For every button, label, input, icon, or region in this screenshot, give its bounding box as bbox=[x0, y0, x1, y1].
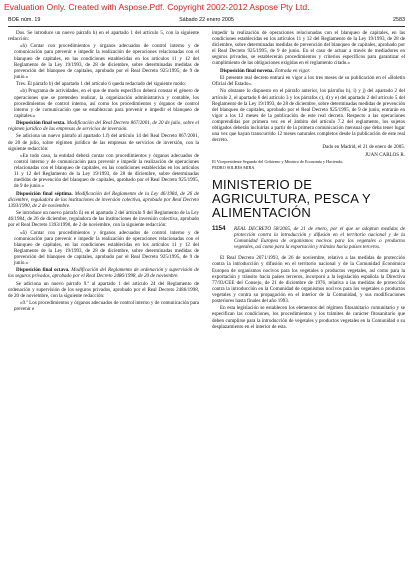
right-column bbox=[212, 30, 405, 580]
quoted-paragraph: «ñ) Contar con procedimientos y órganos adecuados de control interno y de comunicación para prevenir e impedir la realización de operaciones relacionadas con el blanqueo de capitales, en las condiciones establecidas en los artículos 11 y 12 del Reglamento de la Ley 19/1993, de 28 de diciembre, sobre determinadas medidas de prevención del blanqueo de capitales, aprobado por el Real Decreto 925/1995, de 9 de junio.» bbox=[14, 229, 199, 267]
body-paragraph: No obstante lo dispuesto en el párrafo anterior, los párrafos h), i) y j) del apartado 2 del artículo 2, el apartado 6 del artículo 3 y los párrafos c), d) y e) del apartado 2 del artículo 5 del Reglamento de la Ley 19/1993, de 28 de diciembre, sobre determinadas medidas de prevención del blanqueo de capitales, aprobado por el Real Decreto 925/1995, de 9 de junio, entrarán en vigor a los 12 meses de la publicación de este real decreto. Respecto a las operaciones comprendidas por primera vez en el ámbito del artículo 7.2 del reglamento, los sujetos obligados deberán incluirlas a partir de la primera comunicación mensual que deba tener lugar una vez que hayan transcurrido 12 meses naturales completos desde la publicación de este real decreto. bbox=[212, 88, 405, 144]
page-number: 2583 bbox=[393, 17, 405, 23]
quoted-paragraph: «9.º Los procedimientos y órganos adecuados de control interno y de comunicación para prevenir e bbox=[14, 300, 199, 313]
body-paragraph: Se introduce un nuevo párrafo ñ) en el apartado 2 del artículo 9 del Reglamento de la Ley 46/1984, de 26 de diciembre, reguladora de las instituciones de inversión colectiva, aprobado por el Real Decreto 1393/1990, de 2 de noviembre, con la siguiente redacción: bbox=[8, 210, 199, 229]
signature-place-date: Dado en Madrid, el 21 de enero de 2005. bbox=[322, 144, 405, 151]
quoted-paragraph: «b) Programa de actividades, en el que de modo específico deberá constar el género de operaciones que se pretenden realizar, la organización administrativa y contable, los procedimientos de control interno, así como los procedimientos y órganos de control interno y de comunicación que se establezcan para prevenir e impedir el blanqueo de capitales.» bbox=[14, 88, 199, 119]
body-paragraph: Se adiciona un nuevo párrafo al apartado 1.f) del artículo 14 del Real Decreto 867/2001, de 20 de julio, sobre régimen jurídico de las empresas de servicios de inversión, con la siguiente redacción: bbox=[8, 133, 199, 152]
decree-entry-title: REAL DECRETO 58/2005, de 21 de enero, por el que se adoptan medidas de protección contra la introducción y difusión en el territorio nacional y de la Comunidad Europea de organismos nocivos para los vegetales o productos vegetales, así como para la exportación y tránsito hacia países terceros. bbox=[234, 226, 405, 251]
disposition-heading bbox=[8, 191, 199, 209]
evaluation-watermark: Evaluation Only. Created with Aspose.Pdf. Copyright 2002-2012 Aspose Pty Ltd. bbox=[4, 2, 310, 12]
page-header bbox=[8, 16, 405, 27]
right-column-bottom-text bbox=[212, 255, 405, 329]
decree-entry-number: 1154 bbox=[212, 225, 226, 232]
disposition-heading-title: Modificación del Real Decreto 867/2001, de 20 de julio, sobre el régimen jurídico de las empresas de servicios de inversión. bbox=[8, 120, 199, 133]
disposition-heading-title: Entrada en vigor. bbox=[273, 67, 311, 74]
ministry-title: MINISTERIO DE AGRICULTURA, PESCA Y ALIMENTACIÓN bbox=[212, 177, 371, 220]
disposition-heading-label: Disposición final sexta. bbox=[16, 120, 66, 127]
body-paragraph: impedir la realización de operaciones relacionadas con el blanqueo de capitales, en las condiciones establecidas en los artículos 11 y 12 del Reglamento de la Ley 19/1993, de 28 de diciembre, sobre determinadas medidas de prevención del blanqueo de capitales, aprobado por el Real Decreto 925/1995, de 9 de junio. En el caso de actuar a través de mediadores en seguros privados, se establecerán procedimientos y criterios específicos para garantizar el cumplimiento de las obligaciones exigidas en el reglamento citado.» bbox=[212, 30, 405, 67]
body-paragraph: Dos. Se introduce un nuevo párrafo h) en el apartado 1 del artículo 5, con la siguiente redacción: bbox=[8, 30, 199, 43]
quoted-paragraph: «h) Contar con procedimientos y órganos adecuados de control interno y de comunicación para prevenir e impedir la realización de operaciones relacionadas con el blanqueo de capitales, en las condiciones establecidas en los artículos 11 y 12 del Reglamento de la Ley 19/1993, de 28 de diciembre, sobre determinadas medidas de prevención del blanqueo de capitales, aprobado por el Real Decreto 925/1995, de 9 de junio.» bbox=[14, 43, 199, 80]
body-paragraph: Se adiciona un nuevo párrafo 9.º al apartado 1 del artículo 24 del Reglamento de ordenación y supervisión de los seguros privados, aprobado por el Real Decreto 2486/1998, de 20 de noviembre, con la siguiente redacción: bbox=[8, 280, 199, 299]
left-column bbox=[8, 30, 199, 580]
signature-role: El Vicepresidente Segundo del Gobierno y Ministro de Economía y Hacienda, bbox=[212, 159, 343, 164]
decree-entry bbox=[212, 226, 405, 250]
right-column-top-text bbox=[212, 30, 405, 143]
disposition-heading bbox=[8, 120, 199, 132]
body-paragraph: En esta legislación se establecen los elementos del régimen fitosanitario comunitario y se especifican las condiciones, los procedimientos y los trámites de carácter fitosanitario que deben cumplirse para la introducción de vegetales y productos vegetales en la Comunidad o su desplazamiento en el interior de esta. bbox=[212, 305, 405, 330]
signature-name: PEDRO SOLBES MIRA bbox=[212, 165, 255, 170]
body-paragraph: Tres. El párrafo b) del apartado 1 del artículo 6 queda redactado del siguiente modo: bbox=[16, 81, 187, 88]
disposition-heading-label: Disposición final novena. bbox=[220, 67, 274, 74]
bulletin-date: Sábado 22 enero 2005 bbox=[179, 17, 234, 23]
bulletin-number: BOE núm. 19 bbox=[8, 17, 41, 23]
disposition-heading-title: Modificación del Reglamento de la Ley 46/1984, de 26 de diciembre, reguladora de las instituciones de inversión colectiva, aprobado por Real Decreto 1393/1990, de 2 de noviembre. bbox=[8, 190, 199, 209]
signature-king: JUAN CARLOS R. bbox=[365, 151, 405, 158]
body-paragraph: El Real Decreto 2071/1993, de 26 de noviembre, relativo a las medidas de protección contra la introducción y difusión en el territorio nacional y de la Comunidad Económica Europea de organismos nocivos para los vegetales o productos vegetales, así como para la exportación y tránsito hacia países terceros, incorporó a la legislación española la Directiva 77/93/CEE del Consejo, de 21 de diciembre de 1976, relativa a las medidas de protección contra la introducción en la Comunidad de organismos nocivos para los vegetales o productos vegetales y contra su propagación en el interior de la Comunidad, y sus modificaciones posteriores hasta finales del año 1993. bbox=[212, 255, 405, 305]
body-paragraph: El presente real decreto entrará en vigor a los tres meses de su publicación en el «Boletín Oficial del Estado». bbox=[212, 75, 405, 88]
disposition-heading-label: Disposición final séptima. bbox=[16, 190, 73, 197]
disposition-heading-title: Modificación del Reglamento de ordenación y supervisión de los seguros privados, aprobado por el Real Decreto 2486/1998, de 20 de noviembre. bbox=[8, 267, 199, 280]
disposition-heading bbox=[212, 68, 405, 74]
disposition-heading-label: Disposición final octava. bbox=[16, 267, 70, 274]
disposition-heading bbox=[8, 267, 199, 279]
quoted-paragraph: «En todo caso, la entidad deberá contar con procedimientos y órganos adecuados de control interno y de comunicación para prevenir e impedir la realización de operaciones relacionadas con el blanqueo de capitales, en las condiciones establecidas en los artículos 11 y 12 del Reglamento de la Ley 19/1993, de 28 de diciembre, sobre determinadas medidas de prevención del blanqueo de capitales, aprobado por el Real Decreto 925/1995, de 9 de junio.» bbox=[14, 152, 199, 190]
